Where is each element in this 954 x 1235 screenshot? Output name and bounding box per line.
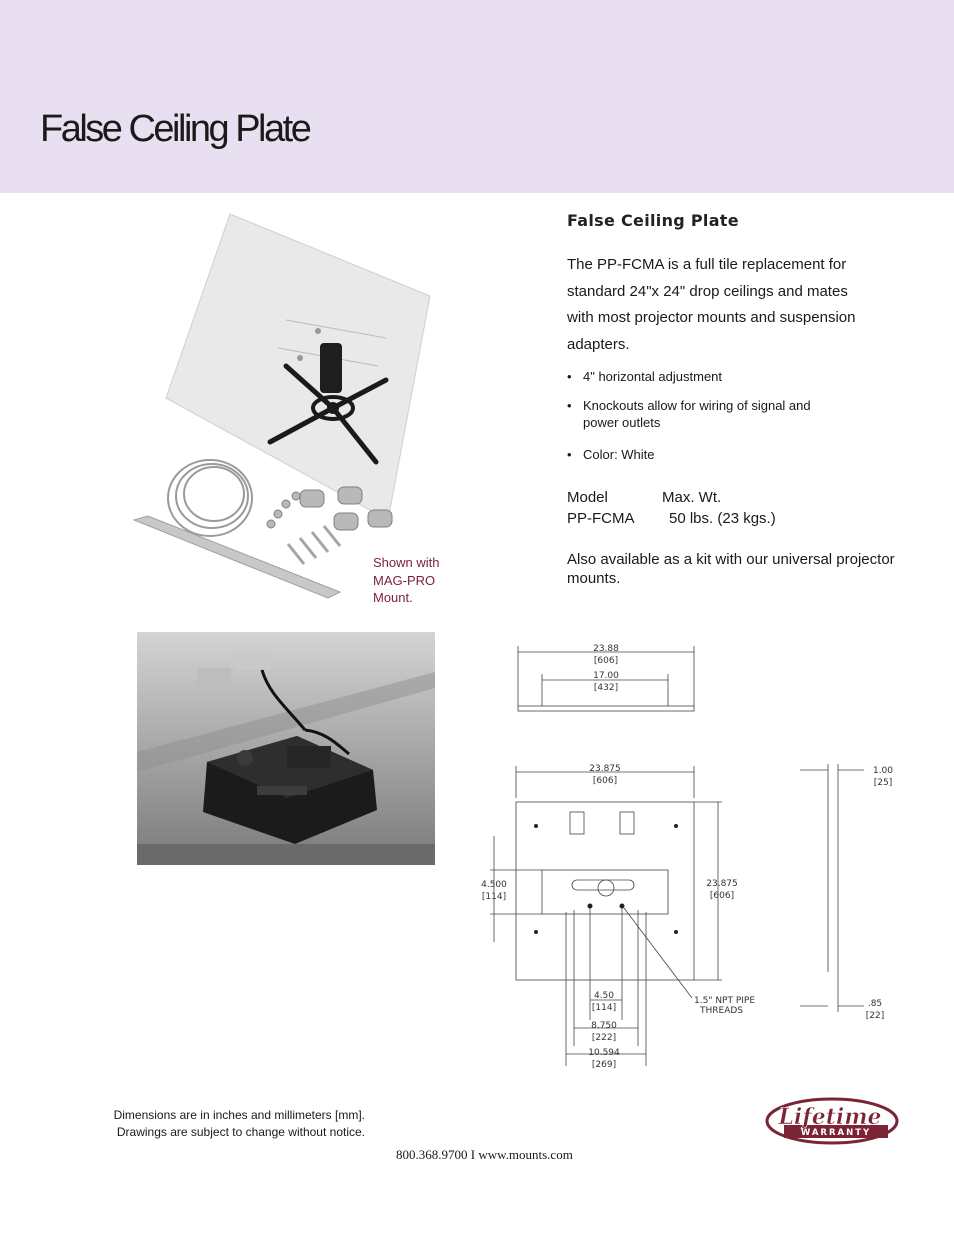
logo-word: Lifetime xyxy=(778,1104,882,1130)
dim-a-mm: [114] xyxy=(591,1003,617,1013)
header-band xyxy=(0,0,954,193)
pipe-label-2: THREADS xyxy=(700,1006,744,1016)
dim-side-thickness-mm: [25] xyxy=(873,778,893,788)
dim-side-bottom-mm: [22] xyxy=(865,1011,885,1021)
note-line: Dimensions are in inches and millimeters [mm]. xyxy=(113,1108,365,1122)
dim-plate-width: 23.875 xyxy=(589,764,621,774)
dimension-drawing xyxy=(478,636,898,1076)
availability-note: Also available as a kit with our universal projector mounts. xyxy=(567,551,895,587)
dim-plate-height-mm: [606] xyxy=(709,891,735,901)
spec-header-model: Model xyxy=(567,489,608,506)
feature-item: • 4" horizontal adjustment xyxy=(567,368,827,385)
feature-item: • Color: White xyxy=(567,446,827,463)
dim-c-mm: [269] xyxy=(591,1060,617,1070)
photo-caption: Shown with MAG-PRO Mount. xyxy=(373,555,440,605)
dim-top-width: 23.88 xyxy=(593,644,619,654)
dim-side-thickness: 1.00 xyxy=(872,766,894,776)
spec-weight: 50 lbs. (23 kgs.) xyxy=(669,510,776,527)
dim-b: 8.750 xyxy=(591,1021,617,1031)
dimension-note xyxy=(60,1107,365,1141)
dim-side-bottom: .85 xyxy=(867,999,883,1009)
contact-info: 800.368.9700 I www.mounts.com xyxy=(396,1147,573,1162)
note-line: Drawings are subject to change without notice. xyxy=(116,1125,365,1139)
dim-c: 10.594 xyxy=(588,1048,620,1058)
spec-table xyxy=(567,487,776,529)
dim-a: 4.50 xyxy=(593,991,615,1001)
dim-slot-height: 4.500 xyxy=(481,880,507,890)
spec-row xyxy=(567,508,776,529)
dim-slot-height-mm: [114] xyxy=(481,892,507,902)
section-title: False Ceiling Plate xyxy=(567,211,739,230)
logo-sub: WARRANTY xyxy=(800,1128,872,1138)
feature-list xyxy=(567,368,827,463)
dim-plate-height: 23.875 xyxy=(706,879,738,889)
product-photo xyxy=(128,208,438,608)
spec-header-row xyxy=(567,487,776,508)
pipe-label: 1.5" NPT PIPE xyxy=(694,996,756,1006)
dim-top-width-mm: [606] xyxy=(593,656,619,666)
page-title: False Ceiling Plate xyxy=(40,108,310,150)
dim-plate-width-mm: [606] xyxy=(592,776,618,786)
dim-b-mm: [222] xyxy=(591,1033,617,1043)
dim-top-inner-mm: [432] xyxy=(593,683,619,693)
product-description: The PP-FCMA is a full tile replacement for standard 24"x 24" drop ceilings and mates with most projector mounts and suspension adapters. xyxy=(567,256,856,353)
installed-photo xyxy=(137,632,435,865)
dim-top-inner: 17.00 xyxy=(593,671,619,681)
feature-item: • Knockouts allow for wiring of signal and power outlets xyxy=(567,397,827,431)
lifetime-warranty-logo xyxy=(764,1096,900,1146)
spec-model: PP-FCMA xyxy=(567,510,635,527)
spec-header-weight: Max. Wt. xyxy=(662,489,722,506)
